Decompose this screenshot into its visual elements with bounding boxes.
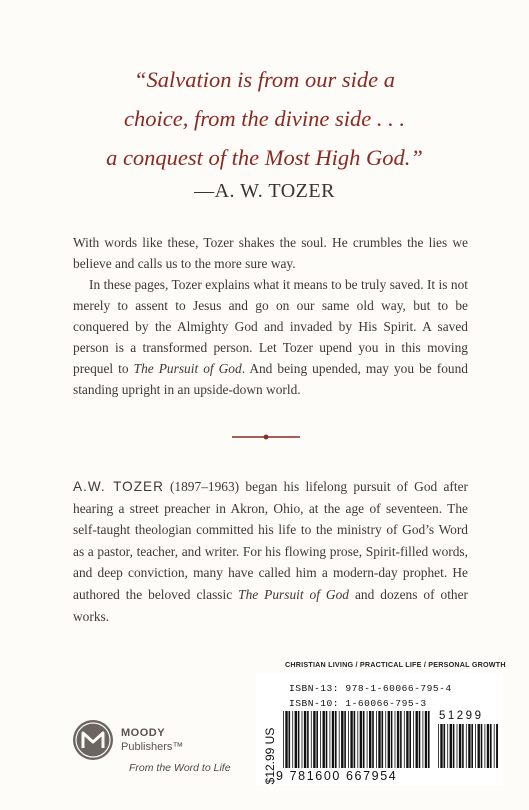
bio-text: and dozens of other works.: [73, 586, 469, 624]
book-description: [73, 232, 468, 400]
moody-m-logo-icon: [73, 720, 113, 760]
price-code: 51299: [439, 710, 484, 722]
description-paragraph: With words like these, Tozer shakes the soul. He crumbles the lies we believe and calls us to the more sure way.: [73, 235, 468, 271]
bio-text: (1897–1963) began his lifelong pursuit of God after hearing a street preacher in Akron, Ohio, at the age of seventeen. The self-taught theologian committed his life to the ministry of God’s Word as a pastor, teacher, and writer. For his flowing prose, Spirit-filled words, and deep conviction, many have called him a modern-day prophet. He authored the beloved classic: [73, 479, 468, 602]
publisher-name: MOODY: [121, 727, 166, 739]
price-label: $12.99 US: [263, 727, 277, 785]
author-bio: [73, 476, 468, 627]
quote-line: “Salvation is from our side a: [133, 67, 396, 92]
quote-author: —A. W. TOZER: [194, 180, 335, 202]
book-title-reference: The Pursuit of God: [133, 361, 242, 376]
description-text: . And being upended, may you be found standing upright in an upside-down world.: [73, 361, 468, 397]
author-name: A.W. TOZER: [73, 479, 164, 494]
quote-line: a conquest of the Most High God.”: [106, 145, 423, 170]
quote-line: choice, from the divine side . . .: [124, 106, 405, 131]
isbn-10: ISBN-10: 1-60066-795-3: [289, 698, 427, 709]
pull-quote: [0, 60, 529, 177]
barcode-bars: [283, 711, 431, 768]
book-title-reference: The Pursuit of God: [238, 586, 349, 602]
publisher-logo: [73, 706, 243, 786]
description-text: In these pages, Tozer explains what it means to be truly saved. It is not merely to assent to Jesus and go on our same old way, but to be conquered by the Almighty God and invaded by His Spirit. A saved person is a transformed person. Let Tozer upend you in this moving prequel to: [73, 277, 468, 376]
price-barcode-bars: [438, 724, 498, 768]
ornamental-divider: [232, 433, 300, 441]
barcode-number: 9 781600 667954: [276, 769, 398, 783]
description-paragraph: [73, 274, 468, 400]
publisher-subname: Publishers™: [121, 741, 184, 753]
category-label: CHRISTIAN LIVING / PRACTICAL LIFE / PERSONAL GROWTH: [285, 660, 506, 669]
publisher-tagline: From the Word to Life: [129, 762, 231, 774]
isbn-13: ISBN-13: 978-1-60066-795-4: [289, 683, 452, 694]
